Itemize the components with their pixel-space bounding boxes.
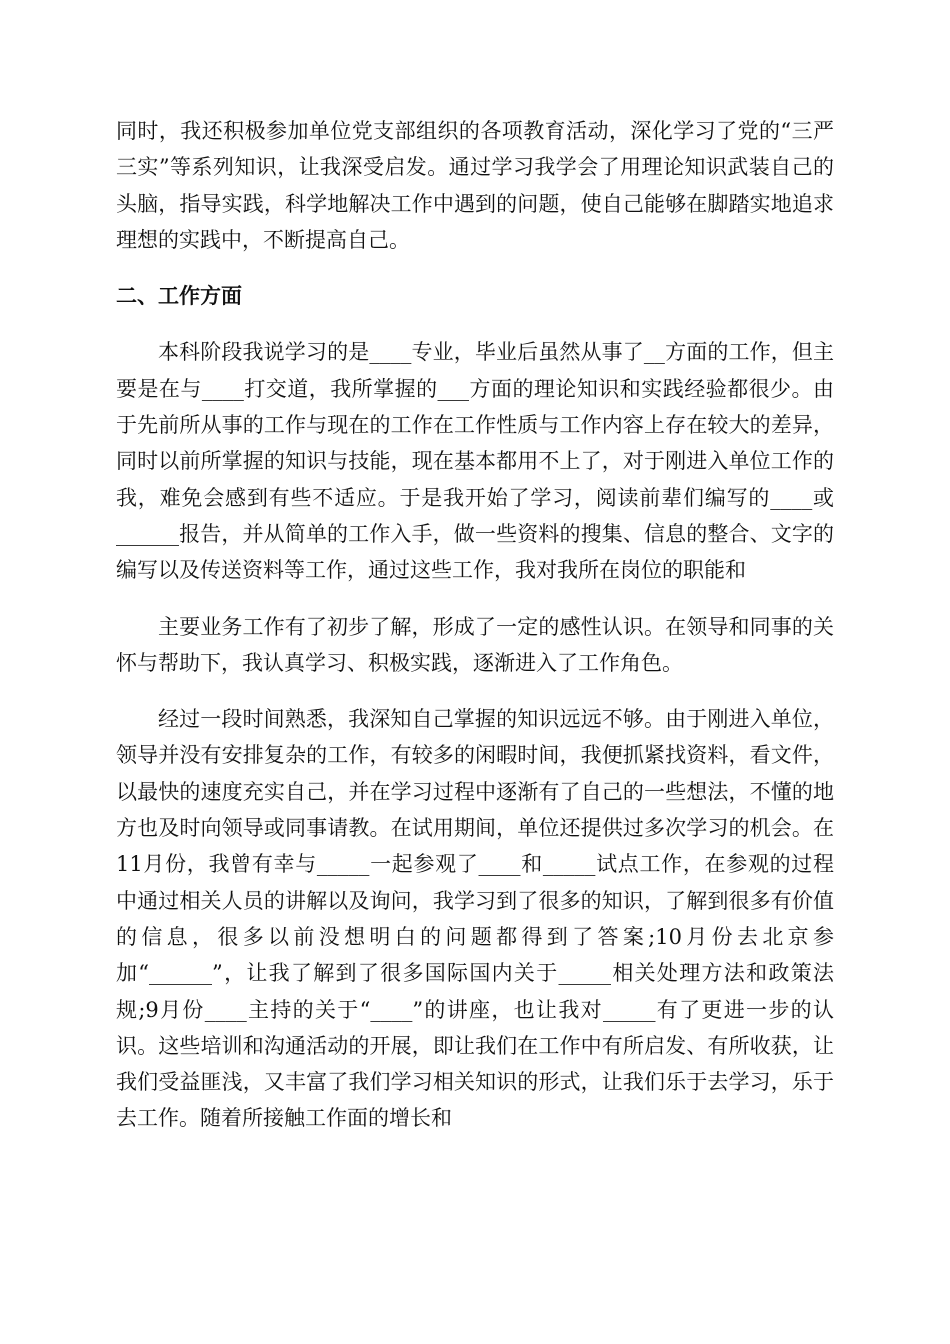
document-page <box>116 113 834 1137</box>
body-paragraph-3: 经过一段时间熟悉，我深知自己掌握的知识远远不够。由于刚进入单位，领导并没有安排复杂的工作，有较多的闲暇时间，我便抓紧找资料，看文件，以最快的速度充实自己，并在学习过程中逐渐有了自己的一些想法，不懂的地方也及时向领导或同事请教。在试用期间，单位还提供过多次学习的机会。在11月份，我曾有幸与_____一起参观了____和_____试点工作，在参观的过程中通过相关人员的讲解以及询问，我学习到了很多的知识，了解到很多有价值的信息，很多以前没想明白的问题都得到了答案;10月份去北京参加“______”，让我了解到了很多国际国内关于_____相关处理方法和政策法规;9月份____主持的关于“____”的讲座，也让我对_____有了更进一步的认识。这些培训和沟通活动的开展，即让我们在工作中有所启发、有所收获，让我们受益匪浅，又丰富了我们学习相关知识的形式，让我们乐于去学习，乐于去工作。随着所接触工作面的增长和 <box>116 707 834 1131</box>
body-paragraph-2: 主要业务工作有了初步了解，形成了一定的感性认识。在领导和同事的关怀与帮助下，我认真学习、积极实践，逐渐进入了工作角色。 <box>116 614 834 675</box>
body-paragraph-1: 本科阶段我说学习的是____专业，毕业后虽然从事了__方面的工作，但主要是在与____打交道，我所掌握的___方面的理论知识和实践经验都很少。由于先前所从事的工作与现在的工作在工作性质与工作内容上存在较大的差异，同时以前所掌握的知识与技能，现在基本都用不上了，对于刚进入单位工作的我，难免会感到有些不适应。于是我开始了学习，阅读前辈们编写的____或______报告，并从简单的工作入手，做一些资料的搜集、信息的整合、文字的编写以及传送资料等工作，通过这些工作，我对我所在岗位的职能和 <box>116 340 834 583</box>
intro-paragraph: 同时，我还积极参加单位党支部组织的各项教育活动，深化学习了党的“三严三实”等系列知识，让我深受启发。通过学习我学会了用理论知识武装自己的头脑，指导实践，科学地解决工作中遇到的问题，使自己能够在脚踏实地追求理想的实践中，不断提高自己。 <box>116 119 834 252</box>
section-heading: 二、工作方面 <box>116 284 242 309</box>
